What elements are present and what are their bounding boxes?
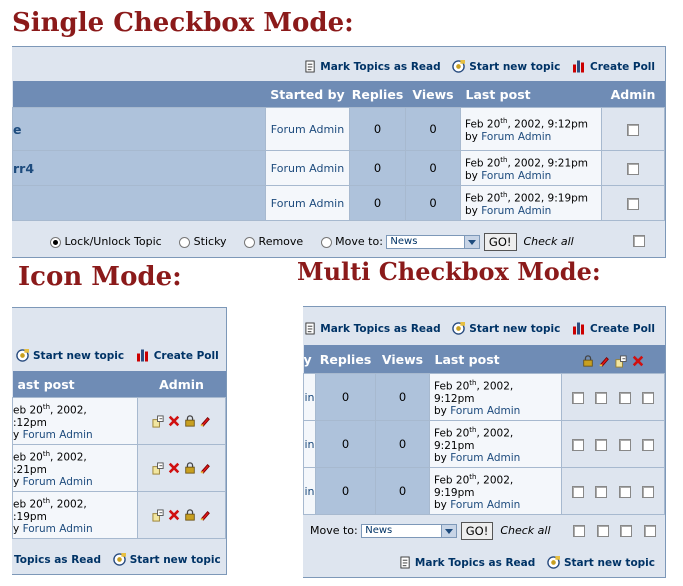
lock-radio[interactable] — [50, 237, 61, 248]
move-radio[interactable] — [321, 237, 332, 248]
go-button[interactable]: GO! — [461, 522, 494, 540]
move-icon[interactable] — [152, 462, 165, 475]
views-count: 0 — [376, 468, 430, 515]
check-all-sticky[interactable] — [597, 525, 609, 537]
create-poll-label: Create Poll — [590, 61, 655, 73]
new-topic-icon — [452, 60, 465, 73]
last-post-author[interactable]: Forum Admin — [22, 475, 93, 488]
last-post-cell: Feb 20th, 2002, 9:19pm by Forum Admin — [430, 468, 562, 515]
create-poll-link[interactable] — [136, 347, 219, 362]
table-row — [304, 468, 665, 515]
move-to-label: Move to: — [335, 235, 383, 248]
topic-link[interactable]: e — [13, 108, 266, 151]
last-post-header: ast post — [13, 371, 138, 398]
single-mode-panel — [12, 46, 666, 258]
new-topic-link[interactable] — [547, 556, 655, 569]
delete-icon[interactable] — [168, 509, 180, 521]
forum-select[interactable]: News — [386, 235, 480, 249]
admin-checkbox[interactable] — [627, 124, 639, 136]
mark-read-link[interactable] — [305, 60, 440, 73]
sticky-radio[interactable] — [179, 237, 190, 248]
check-all-move[interactable] — [620, 525, 632, 537]
started-by-link[interactable]: in — [304, 421, 316, 468]
admin-header: Admin — [602, 81, 665, 108]
lock-checkbox[interactable] — [572, 486, 584, 498]
mark-read-label: Mark Topics as Read — [414, 557, 536, 569]
views-count: 0 — [406, 108, 461, 151]
table-row — [13, 492, 226, 539]
lock-icon — [582, 355, 594, 367]
admin-icon-header — [562, 345, 665, 374]
poll-icon — [572, 320, 586, 335]
last-post-author[interactable]: Forum Admin — [450, 451, 521, 464]
move-checkbox[interactable] — [619, 392, 631, 404]
new-topic-icon — [452, 322, 465, 335]
delete-checkbox[interactable] — [642, 439, 654, 451]
create-poll-label: Create Poll — [590, 323, 655, 335]
last-post-author[interactable]: Forum Admin — [481, 204, 552, 217]
last-post-cell: Feb 20th, 2002, 9:21pm by Forum Admin — [430, 421, 562, 468]
multi-mod-controls — [310, 522, 551, 540]
replies-count: 0 — [316, 421, 376, 468]
started-by-link[interactable]: Forum Admin — [266, 151, 350, 186]
move-checkbox[interactable] — [619, 439, 631, 451]
started-by-link[interactable]: Forum Admin — [266, 186, 350, 221]
views-header: Views — [376, 345, 430, 374]
table-row — [13, 445, 226, 492]
new-topic-link[interactable] — [452, 322, 560, 335]
table-row — [13, 151, 665, 186]
move-checkbox[interactable] — [619, 486, 631, 498]
last-post-header: Last post — [430, 345, 562, 374]
topic-header — [13, 81, 266, 108]
views-count: 0 — [376, 421, 430, 468]
remove-label: Remove — [258, 235, 304, 248]
new-topic-link[interactable] — [452, 60, 560, 73]
sticky-icon — [598, 355, 610, 367]
check-all-lock[interactable] — [573, 525, 585, 537]
last-post-header: Last post — [461, 81, 602, 108]
last-post-author[interactable]: Forum Admin — [22, 522, 93, 535]
new-topic-icon — [113, 553, 126, 566]
sticky-icon[interactable] — [199, 509, 211, 521]
last-post-author[interactable]: Forum Admin — [481, 130, 552, 143]
admin-checkbox[interactable] — [627, 198, 639, 210]
lock-label: Lock/Unlock Topic — [64, 235, 162, 248]
multi-mode-panel — [303, 306, 666, 578]
views-count: 0 — [406, 186, 461, 221]
delete-icon — [632, 355, 644, 367]
last-post-author[interactable]: Forum Admin — [22, 428, 93, 441]
started-by-link[interactable]: in — [304, 374, 316, 421]
lock-icon[interactable] — [184, 462, 196, 474]
chevron-down-icon — [441, 525, 456, 537]
delete-icon[interactable] — [168, 415, 180, 427]
mark-read-link[interactable] — [400, 556, 535, 569]
icon-mode-panel — [12, 307, 227, 575]
single-topic-table — [12, 81, 665, 221]
last-post-cell: Feb 20th, 2002, 9:12pm by Forum Admin — [461, 108, 602, 151]
icon-topic-table — [12, 371, 226, 539]
admin-header: Admin — [138, 371, 226, 398]
sticky-checkbox[interactable] — [595, 486, 607, 498]
new-topic-icon — [547, 556, 560, 569]
new-topic-link[interactable] — [16, 350, 124, 362]
move-icon[interactable] — [152, 415, 165, 428]
table-row — [304, 421, 665, 468]
new-topic-label: Start new topic — [469, 61, 561, 73]
move-icon[interactable] — [152, 509, 165, 522]
chevron-down-icon — [464, 236, 479, 248]
icon-mode-title: Icon Mode: — [18, 262, 182, 292]
mark-read-icon — [305, 60, 316, 73]
views-count: 0 — [406, 151, 461, 186]
replies-count: 0 — [316, 374, 376, 421]
new-topic-link[interactable] — [113, 553, 221, 566]
last-post-cell: Feb 20th, 2002, 9:19pm by Forum Admin — [461, 186, 602, 221]
last-post-cell: Feb 20th, 2002, 9:21pm by Forum Admin — [461, 151, 602, 186]
poll-icon — [572, 58, 586, 73]
delete-icon[interactable] — [168, 462, 180, 474]
new-topic-icon — [16, 349, 29, 362]
started-by-header: Started by — [266, 81, 350, 108]
multi-mode-title: Multi Checkbox Mode: — [297, 257, 601, 286]
replies-count: 0 — [350, 108, 406, 151]
move-icon — [615, 355, 628, 368]
started-by-header: y — [304, 345, 316, 374]
last-post-author[interactable]: Forum Admin — [450, 498, 521, 511]
last-post-cell: eb 20th, 2002, :19pm y Forum Admin — [13, 492, 138, 539]
mark-read-icon — [400, 556, 411, 569]
views-header: Views — [406, 81, 461, 108]
replies-count: 0 — [316, 468, 376, 515]
replies-header: Replies — [350, 81, 406, 108]
check-all-checkbox[interactable] — [633, 235, 645, 247]
sticky-icon[interactable] — [199, 462, 211, 474]
create-poll-label: Create Poll — [153, 350, 219, 362]
admin-icons — [138, 445, 226, 492]
admin-checkbox[interactable] — [627, 163, 639, 175]
lock-checkbox[interactable] — [572, 392, 584, 404]
new-topic-label: Start new topic — [469, 323, 561, 335]
remove-radio[interactable] — [244, 237, 255, 248]
last-post-author[interactable]: Forum Admin — [481, 169, 552, 182]
replies-count: 0 — [350, 186, 406, 221]
last-post-cell: eb 20th, 2002, :12pm y Forum Admin — [13, 398, 138, 445]
started-by-link[interactable]: in — [304, 468, 316, 515]
mark-read-label: Mark Topics as Read — [320, 61, 441, 73]
single-toolbar — [297, 58, 655, 73]
check-all-label[interactable]: Check all — [500, 524, 551, 537]
table-row — [13, 398, 226, 445]
sticky-label: Sticky — [193, 235, 227, 248]
create-poll-link[interactable] — [572, 320, 655, 335]
started-by-link[interactable]: Forum Admin — [266, 108, 350, 151]
topic-link[interactable] — [13, 186, 266, 221]
replies-header: Replies — [316, 345, 376, 374]
create-poll-link[interactable] — [572, 58, 655, 73]
admin-icons — [138, 398, 226, 445]
mark-read-link[interactable]: Topics as Read — [14, 554, 102, 566]
mark-read-label: Mark Topics as Read — [320, 323, 441, 335]
replies-count: 0 — [350, 151, 406, 186]
move-to-label: Move to: — [310, 524, 358, 537]
new-topic-label: Start new topic — [33, 350, 125, 362]
lock-checkbox[interactable] — [572, 439, 584, 451]
lock-icon[interactable] — [184, 509, 196, 521]
mark-read-link[interactable] — [305, 322, 440, 335]
check-all-group — [573, 524, 656, 537]
last-post-author[interactable]: Forum Admin — [450, 404, 521, 417]
check-all-label[interactable]: Check all — [523, 235, 574, 248]
new-topic-label: Start new topic — [563, 557, 655, 569]
mark-read-icon — [305, 322, 316, 335]
multi-topic-table — [303, 345, 665, 515]
table-row — [304, 374, 665, 421]
sticky-icon[interactable] — [199, 415, 211, 427]
forum-select[interactable]: News — [361, 524, 457, 538]
admin-icons — [138, 492, 226, 539]
single-mode-title: Single Checkbox Mode: — [12, 8, 354, 38]
table-row — [13, 108, 665, 151]
multi-toolbar — [303, 320, 655, 335]
check-all-delete[interactable] — [644, 525, 656, 537]
views-count: 0 — [376, 374, 430, 421]
icon-toolbar — [16, 347, 219, 362]
delete-checkbox[interactable] — [642, 486, 654, 498]
new-topic-label: Start new topic — [129, 554, 221, 566]
sticky-checkbox[interactable] — [595, 439, 607, 451]
lock-icon[interactable] — [184, 415, 196, 427]
multi-bottom-toolbar — [392, 556, 655, 569]
single-mod-controls — [50, 233, 574, 251]
topic-link[interactable]: rr4 — [13, 151, 266, 186]
last-post-cell: Feb 20th, 2002, 9:12pm by Forum Admin — [430, 374, 562, 421]
icon-bottom-toolbar — [14, 553, 221, 566]
sticky-checkbox[interactable] — [595, 392, 607, 404]
table-row — [13, 186, 665, 221]
last-post-cell: eb 20th, 2002, :21pm y Forum Admin — [13, 445, 138, 492]
delete-checkbox[interactable] — [642, 392, 654, 404]
go-button[interactable]: GO! — [484, 233, 517, 251]
poll-icon — [136, 347, 150, 362]
